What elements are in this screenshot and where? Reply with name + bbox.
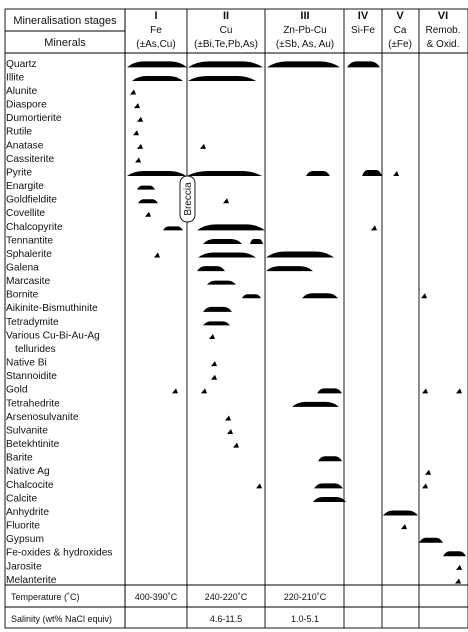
occurrence-trace-gold xyxy=(201,388,207,393)
occurrence-lens-pyrite xyxy=(306,171,330,176)
mineral-label: Diaspore xyxy=(6,99,47,111)
minerals-header-label: Minerals xyxy=(44,37,86,49)
mineral-label: Illite xyxy=(6,72,25,84)
occurrence-lens-quartz xyxy=(188,61,263,67)
occurrence-lens-gypsum xyxy=(419,538,443,543)
mineral-label: Quartz xyxy=(6,58,37,70)
mineral-label: Pyrite xyxy=(6,167,33,179)
mineral-label: Stannoidite xyxy=(6,371,57,383)
occurrence-trace-fluorite xyxy=(401,524,407,529)
mineral-label: Tetrahedrite xyxy=(6,398,60,410)
occurrence-lens-illite xyxy=(132,76,183,81)
occurrence-lens-sphalerite xyxy=(198,253,256,258)
stage-name: Zn-Pb-Cu xyxy=(283,25,327,36)
occurrence-trace-sphalerite xyxy=(154,253,160,258)
stage-subtitle: (±As,Cu) xyxy=(136,39,176,50)
occurrence-lens-goldfieldite xyxy=(138,199,158,203)
occurrence-trace-chalcocite xyxy=(422,483,428,488)
occurrence-trace-diaspore xyxy=(134,103,140,108)
temperature-stage-2: 240-220˚C xyxy=(204,592,248,602)
mineral-label: Enargite xyxy=(6,181,44,192)
mineral-label: Alunite xyxy=(6,86,38,97)
occurrence-lens-galena xyxy=(266,266,313,271)
mineral-label: Chalcopyrite xyxy=(6,221,63,233)
salinity-label: Salinity (wt% NaCl equiv) xyxy=(11,614,113,624)
occurrence-lens-marcasite xyxy=(207,281,236,285)
stage-header-1 xyxy=(136,10,175,50)
mineral-label: Gypsum xyxy=(6,534,44,546)
stage-name: Cu xyxy=(219,25,233,36)
stage-subtitle: (±Bi,Te,Pb,As) xyxy=(194,39,258,50)
occurrence-lens-gold xyxy=(317,388,342,393)
occurrence-trace-gold xyxy=(172,388,178,393)
occurrence-lens-quartz xyxy=(267,61,340,67)
occurrence-lens-pyrite xyxy=(127,171,186,176)
occurrence-trace-anatase xyxy=(137,144,143,149)
stage-numeral: III xyxy=(300,10,310,22)
mineral-label: Goldfieldite xyxy=(6,194,57,206)
occurrence-lens-chalcopyrite xyxy=(197,224,265,230)
occurrence-lens-bornite xyxy=(242,294,261,298)
occurrence-trace-jarosite xyxy=(456,565,462,570)
stage-subtitle: (±Fe) xyxy=(388,39,412,50)
occurrence-lens-pyrite xyxy=(362,170,382,176)
occurrence-lens-chalcocite xyxy=(314,483,343,488)
occurrence-lens-sphalerite xyxy=(266,252,334,258)
mineral-label: Sphalerite xyxy=(6,248,52,260)
mineral-label: Covellite xyxy=(6,208,46,220)
occurrence-trace-native-ag xyxy=(425,470,431,475)
mineral-label: Chalcocite xyxy=(6,479,54,491)
occurrence-lens-tetrahedrite xyxy=(292,402,339,407)
occurrence-lens-pyrite xyxy=(187,171,262,176)
mineral-label: Anhydrite xyxy=(6,506,50,518)
mineral-label: Cassiterite xyxy=(6,153,55,165)
mineral-label: Fe-oxides & hydroxides xyxy=(6,547,113,559)
mineral-label: Native Ag xyxy=(6,466,50,478)
mineral-label: Fluorite xyxy=(6,520,40,532)
stages-header-label: Mineralisation stages xyxy=(13,15,117,27)
mineral-label: tellurides xyxy=(15,344,56,355)
occurrence-lens-illite xyxy=(188,76,256,81)
occurrence-trace-rutile xyxy=(133,130,139,135)
mineral-label: Sulvanite xyxy=(6,425,48,437)
mineral-label: Various Cu-Bi-Au-Ag xyxy=(6,330,100,342)
table-frame-right xyxy=(125,9,468,628)
occurrence-trace-melanterite xyxy=(455,578,461,583)
mineral-label: Rutile xyxy=(6,126,33,138)
occurrence-trace-bornite xyxy=(421,293,427,298)
occurrence-lens-anhydrite xyxy=(383,511,418,516)
temperature-stage-3: 220-210˚C xyxy=(283,592,327,602)
stage-numeral: V xyxy=(396,10,404,22)
stage-header-3 xyxy=(276,10,334,50)
mineral-list xyxy=(6,59,112,586)
occurrence-lens-tetradymite xyxy=(203,321,230,325)
stage-header-2 xyxy=(194,10,258,50)
stage-subtitle: (±Sb, As, Au) xyxy=(275,39,335,50)
mineral-label: Jarosite xyxy=(6,561,42,573)
mineral-label: Gold xyxy=(6,384,28,396)
occurrence-lens-tennantite xyxy=(203,239,242,244)
mineral-label: Betekhtinite xyxy=(6,439,60,450)
mineral-label: Arsenosulvanite xyxy=(6,411,79,423)
occurrence-lens-barite xyxy=(318,456,342,461)
occurrence-lens-enargite xyxy=(137,186,155,190)
mineral-label: Aikinite-Bismuthinite xyxy=(6,303,98,315)
stage-numeral: I xyxy=(154,10,158,22)
stage-header-4 xyxy=(351,10,375,36)
occurrence-trace-betekhtinite xyxy=(233,443,239,448)
occurrence-trace-stannoidite xyxy=(211,375,217,380)
salinity-stage-3: 1.0-5.1 xyxy=(290,614,320,624)
occurrence-trace-goldfieldite xyxy=(223,198,229,203)
occurrence-trace-native-bi xyxy=(211,361,217,366)
stage-numeral: IV xyxy=(357,10,369,22)
stage-name: Fe xyxy=(150,25,162,36)
occurrence-trace-various-cu-bi-au-ag xyxy=(209,334,215,339)
occurrence-lens-tennantite xyxy=(250,239,263,244)
occurrence-lens-calcite xyxy=(313,497,346,502)
occurrence-lens-quartz xyxy=(347,61,380,67)
temperature-label: Temperature (˚C) xyxy=(11,592,80,602)
mineral-label: Bornite xyxy=(6,289,39,301)
stage-header-5 xyxy=(388,10,412,50)
mineral-label: Anatase xyxy=(6,140,44,152)
occurrence-lens-bornite xyxy=(302,293,338,298)
occurrence-trace-chalcocite xyxy=(256,483,262,488)
occurrence-trace-covellite xyxy=(145,212,151,217)
mineral-label: Tetradymite xyxy=(6,316,59,328)
occurrence-trace-gold xyxy=(422,388,428,393)
stage-subtitle: & Oxid. xyxy=(426,39,460,50)
occurrence-trace-cassiterite xyxy=(135,157,141,162)
mineral-label: Dumortierite xyxy=(6,113,62,125)
mineral-label: Calcite xyxy=(6,493,38,505)
stage-name: Si-Fe xyxy=(351,25,375,36)
occurrence-lens-aikinite-bismuthinite xyxy=(203,307,232,312)
occurrence-marks xyxy=(127,61,466,583)
occurrence-lens-fe-oxides-hydroxides xyxy=(443,551,466,556)
occurrence-lens-galena xyxy=(197,266,225,271)
breccia-marker xyxy=(180,176,195,222)
occurrence-trace-alunite xyxy=(130,90,136,95)
mineral-label: Marcasite xyxy=(6,276,51,288)
salinity-stage-2: 4.6-11.5 xyxy=(209,614,243,624)
temperature-stage-1: 400-390˚C xyxy=(134,592,178,602)
mineral-label: Tennantite xyxy=(6,235,54,247)
occurrence-trace-gold xyxy=(456,388,462,393)
occurrence-trace-pyrite xyxy=(393,171,399,176)
mineral-label: Galena xyxy=(6,262,39,274)
stage-name: Ca xyxy=(393,25,407,36)
stage-numeral: II xyxy=(222,10,230,22)
table-grid xyxy=(5,9,468,628)
mineral-label: Native Bi xyxy=(6,357,47,369)
stage-numeral: VI xyxy=(437,10,449,22)
occurrence-lens-chalcopyrite xyxy=(163,226,183,230)
mineral-label: Barite xyxy=(6,452,33,464)
stage-name: Remob. xyxy=(425,25,461,36)
stage-header-6 xyxy=(425,10,460,50)
occurrence-trace-sulvanite xyxy=(227,429,233,434)
occurrence-lens-quartz xyxy=(127,61,187,67)
occurrence-trace-dumortierite xyxy=(137,117,143,122)
occurrence-trace-anatase xyxy=(200,144,206,149)
breccia-label: Breccia xyxy=(183,182,194,216)
occurrence-trace-chalcopyrite xyxy=(371,225,377,230)
occurrence-trace-arsenosulvanite xyxy=(225,415,231,420)
mineral-label: Melanterite xyxy=(6,574,57,586)
